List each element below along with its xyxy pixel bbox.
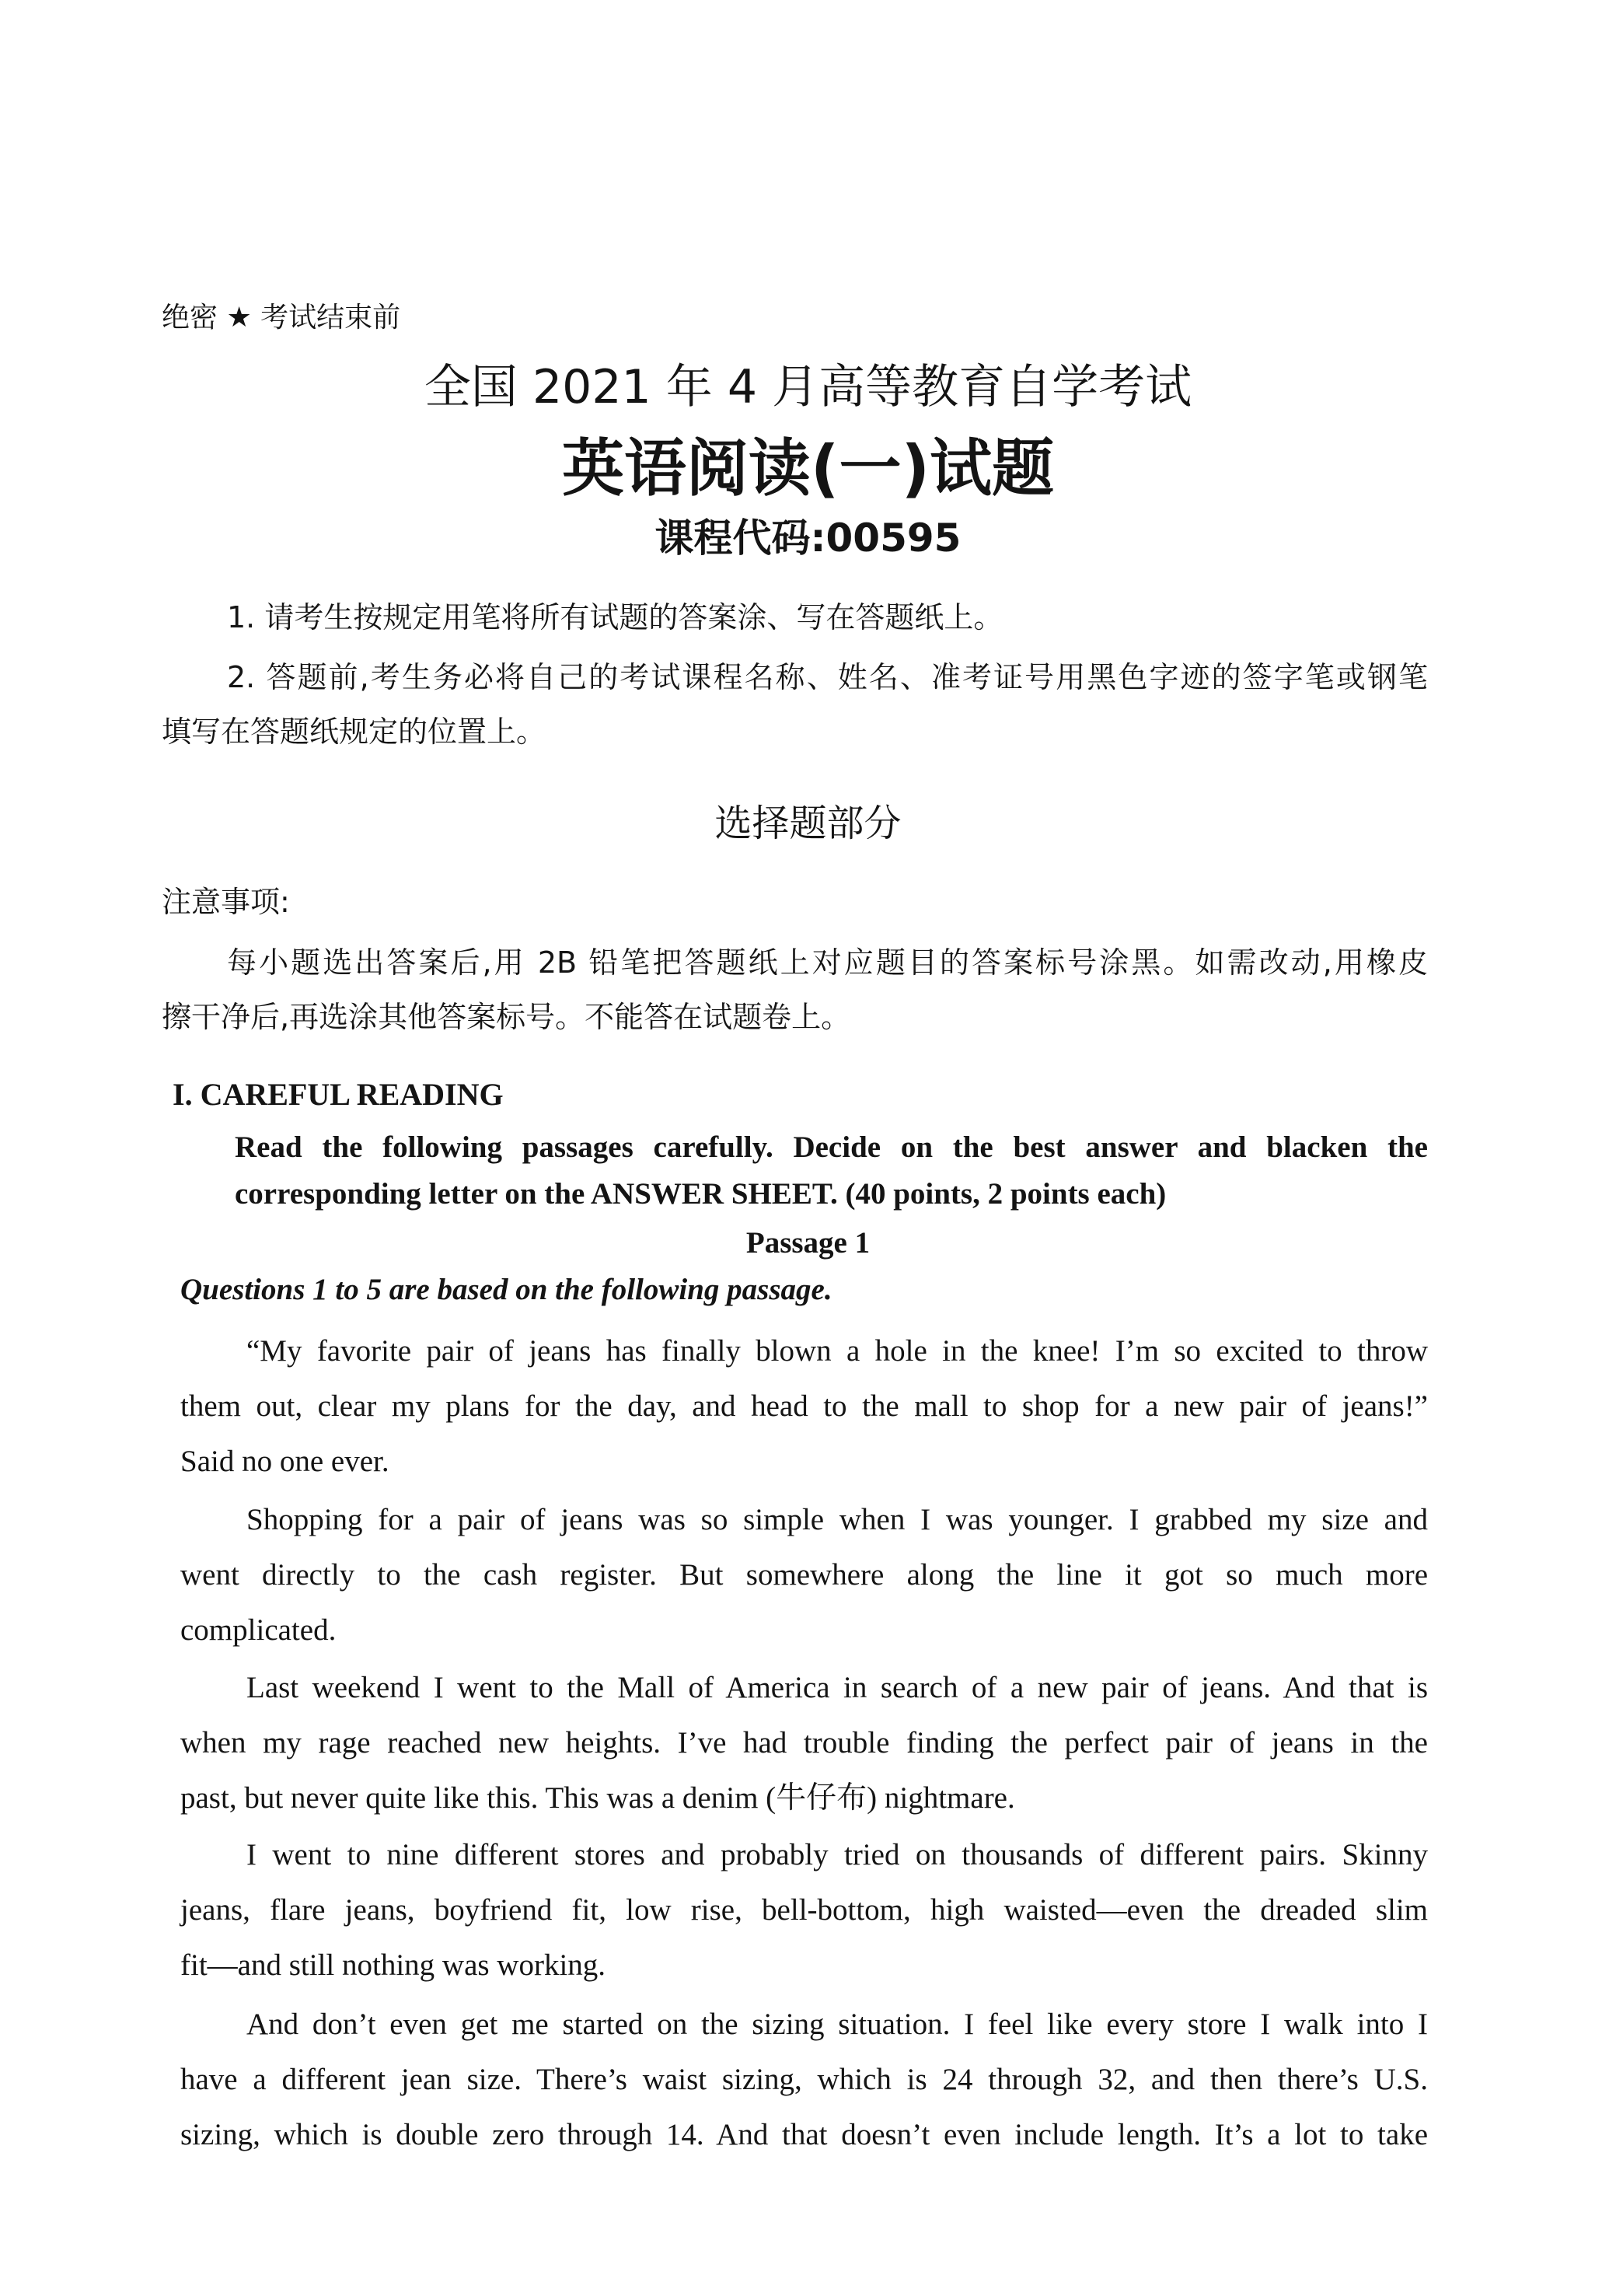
paragraph-line: Said no one ever. xyxy=(180,1445,389,1478)
subject-title: 英语阅读(一)试题 xyxy=(561,432,1055,505)
attention-text-2: 擦干净后,再选涂其他答案标号。不能答在试题卷上。 xyxy=(162,1000,851,1034)
part-heading: I. CAREFUL READING xyxy=(173,1077,504,1112)
note-2-cont: 填写在答题纸规定的位置上。 xyxy=(162,715,546,749)
passage-paragraph xyxy=(180,1492,1428,1658)
passage-title: Passage 1 xyxy=(745,1226,871,1260)
paragraph-line: them out, clear my plans for the day, and head to the mall to shop for a new pair of jeans!” xyxy=(180,1389,1428,1423)
passage-paragraph xyxy=(180,1660,1428,1826)
note-1: 1. 请考生按规定用笔将所有试题的答案涂、写在答题纸上。 xyxy=(227,600,1003,634)
section-title: 选择题部分 xyxy=(714,802,902,845)
paragraph-line: Shopping for a pair of jeans was so simple when I was younger. I grabbed my size and xyxy=(246,1503,1428,1536)
paragraph-line: fit—and still nothing was working. xyxy=(180,1948,606,1982)
paragraph-line: jeans, flare jeans, boyfriend fit, low rise, bell-bottom, high waisted—even the dreaded slim xyxy=(180,1893,1428,1927)
attention-label: 注意事项: xyxy=(162,885,290,919)
paragraph-line: past, but never quite like this. This was a denim (牛仔布) nightmare. xyxy=(180,1781,1015,1815)
paragraph-line: Last weekend I went to the Mall of America in search of a new pair of jeans. And that is xyxy=(246,1671,1428,1704)
passage-paragraph xyxy=(180,1997,1428,2162)
attention-text-1: 每小题选出答案后,用 2B 铅笔把答题纸上对应题目的答案标号涂黑。如需改动,用橡皮 xyxy=(227,945,1428,980)
paragraph-line: complicated. xyxy=(180,1613,337,1647)
instructions-line-1: Read the following passages carefully. Decide on the best answer and blacken the xyxy=(235,1131,1428,1164)
questions-note: Questions 1 to 5 are based on the following passage. xyxy=(180,1273,832,1306)
instructions-line-2: corresponding letter on the ANSWER SHEET. (40 points, 2 points each) xyxy=(235,1177,1167,1211)
paragraph-line: when my rage reached new heights. I’ve had trouble finding the perfect pair of jeans in the xyxy=(180,1726,1428,1760)
paragraph-line: have a different jean size. There’s waist sizing, which is 24 through 32, and then there’s U.S. xyxy=(180,2063,1428,2096)
exam-title: 全国 2021 年 4 月高等教育自学考试 xyxy=(424,360,1192,414)
paragraph-line: “My favorite pair of jeans has finally blown a hole in the knee! I’m so excited to throw xyxy=(246,1334,1428,1368)
note-2: 2. 答题前,考生务必将自己的考试课程名称、姓名、准考证号用黑色字迹的签字笔或钢笔 xyxy=(227,660,1428,694)
confidential-label: 绝密 ★ 考试结束前 xyxy=(162,302,401,334)
paragraph-line: I went to nine different stores and probably tried on thousands of different pairs. Skinny xyxy=(246,1838,1428,1871)
paragraph-line: sizing, which is double zero through 14. And that doesn’t even include length. It’s a lot to take xyxy=(180,2118,1428,2151)
passage-paragraph xyxy=(180,1323,1428,1489)
paragraph-line: And don’t even get me started on the sizing situation. I feel like every store I walk into I xyxy=(246,2008,1428,2041)
passage-paragraph xyxy=(180,1827,1428,1993)
paragraph-line: went directly to the cash register. But somewhere along the line it got so much more xyxy=(180,1558,1428,1592)
course-code: 课程代码:00595 xyxy=(654,515,962,561)
